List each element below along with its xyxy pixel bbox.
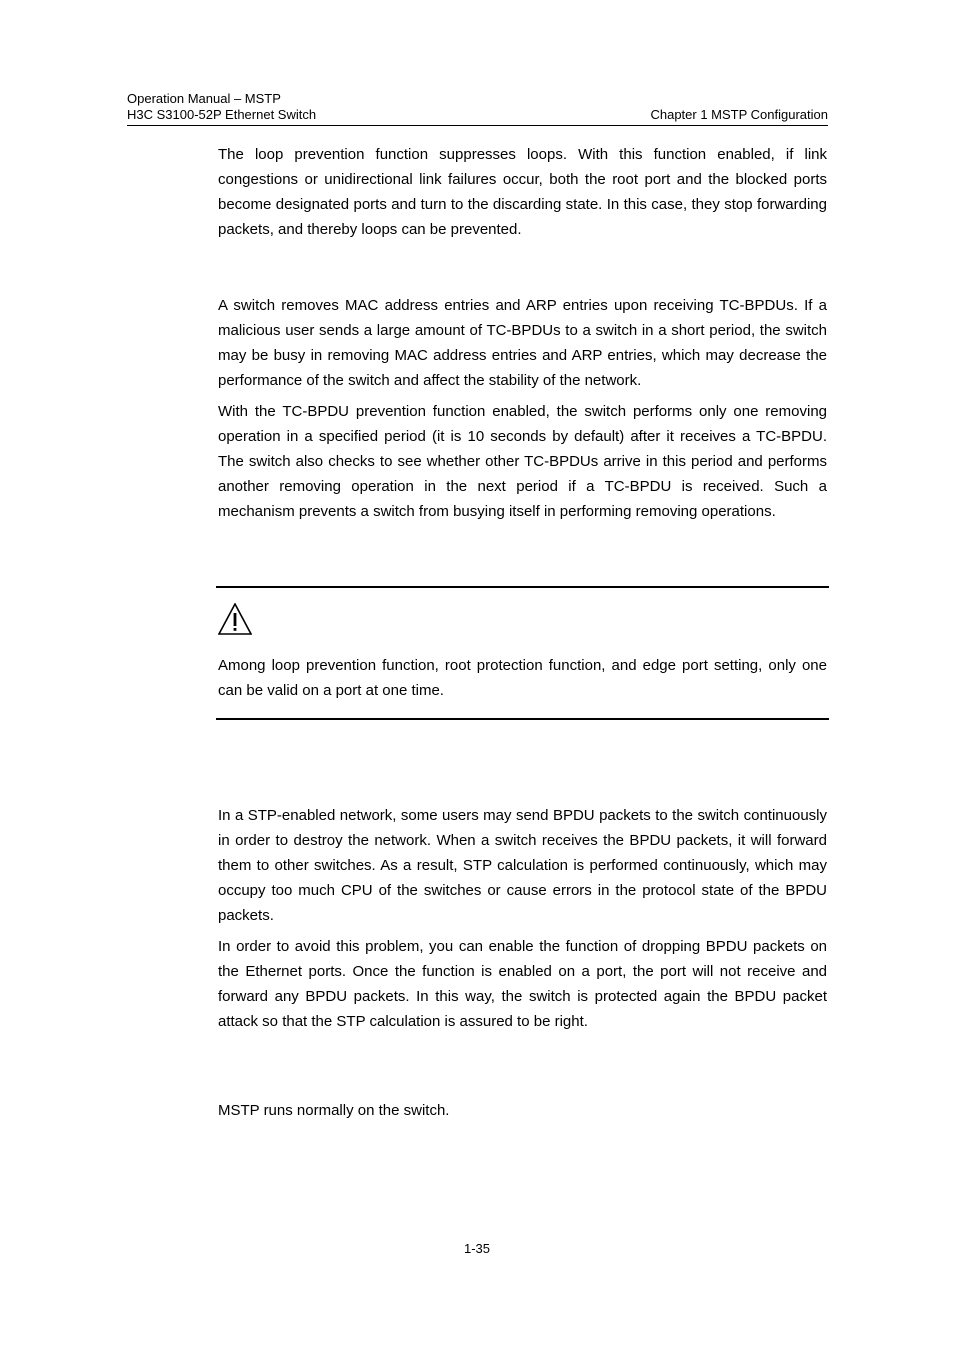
bpdu-drop-paragraph-2: In order to avoid this problem, you can enable the function of dropping BPDU packets on the Ethernet ports. Once the function is enabled on a port, the port will not receive and forward any BPDU packets. In this way, the switch is protected again the BPDU packet attack so that the STP calculation is assured to be right. [218, 938, 827, 1030]
bpdu-drop-paragraph-1: In a STP-enabled network, some users may send BPDU packets to the switch continuously in order to destroy the network. When a switch receives the BPDU packets, it will forward them to other switches. As a result, STP calculation is performed continuously, which may occupy too much CPU of the switches or cause errors in the protocol state of the BPDU packets. [218, 807, 827, 924]
caution-text: Among loop prevention function, root protection function, and edge port setting, only one can be valid on a port at one time. [218, 657, 827, 699]
manual-title: Operation Manual – MSTP [127, 91, 281, 106]
prerequisite-paragraph: MSTP runs normally on the switch. [218, 1102, 450, 1119]
product-name: H3C S3100-52P Ethernet Switch [127, 107, 317, 122]
tc-bpdu-paragraph-2: With the TC-BPDU prevention function enabled, the switch performs only one removing operation in a specified period (it is 10 seconds by default) after it receives a TC-BPDU. The switch also checks to see whether other TC-BPDUs arrive in this period and performs another removing operation in the next period if a TC-BPDU is received. Such a mechanism prevents a switch from busying itself in performing removing operations. [218, 403, 827, 520]
page-header [127, 91, 828, 126]
warning-triangle-icon [218, 603, 252, 635]
caution-bottom-rule [216, 718, 829, 720]
loop-prevention-paragraph: The loop prevention function suppresses loops. With this function enabled, if link congestions or unidirectional link failures occur, both the root port and the blocked ports become designated ports and turn to the discarding state. In this case, they stop forwarding packets, and thereby loops can be prevented. [218, 146, 827, 238]
tc-bpdu-paragraph-1: A switch removes MAC address entries and ARP entries upon receiving TC-BPDUs. If a malicious user sends a large amount of TC-BPDUs to a switch in a short period, the switch may be busy in removing MAC address entries and ARP entries, which may decrease the performance of the switch and affect the stability of the network. [218, 297, 827, 389]
page-number: 1-35 [463, 1241, 491, 1256]
caution-top-rule [216, 586, 829, 588]
chapter-title: Chapter 1 MSTP Configuration [650, 107, 828, 122]
